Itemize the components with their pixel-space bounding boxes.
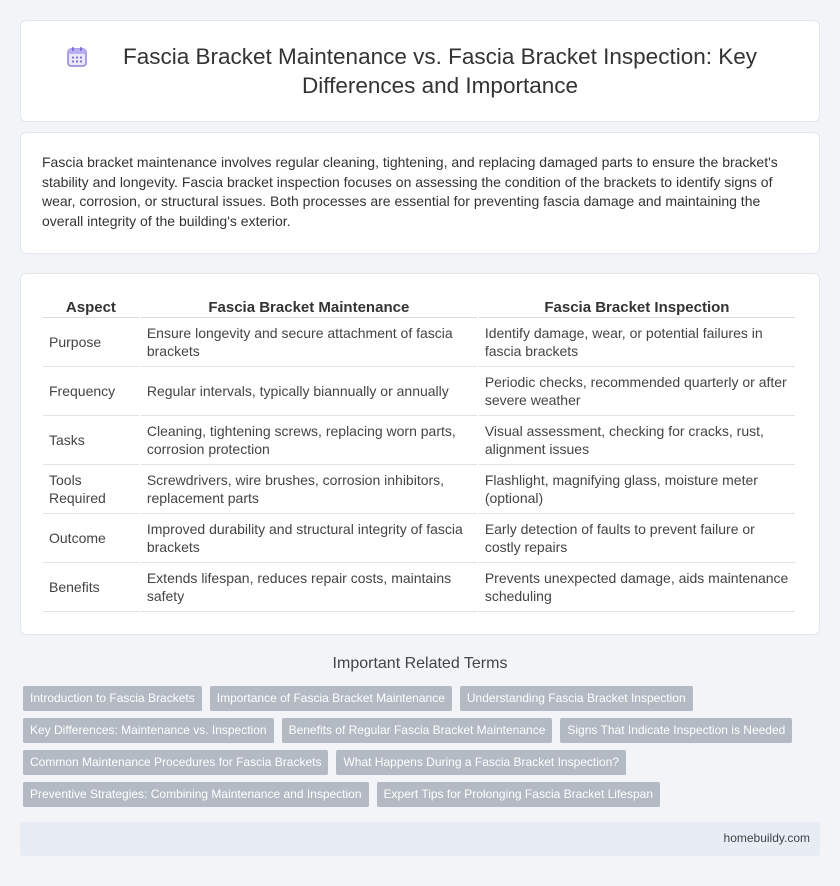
comparison-table	[41, 296, 797, 612]
related-term-tag[interactable]: Introduction to Fascia Brackets	[23, 686, 202, 711]
comparison-card	[20, 273, 820, 635]
cell-inspection: Visual assessment, checking for cracks, rust, alignment issues	[479, 416, 795, 465]
related-term-tag[interactable]: Preventive Strategies: Combining Maintenance and Inspection	[23, 782, 369, 807]
related-term-tag[interactable]: Key Differences: Maintenance vs. Inspection	[23, 718, 274, 743]
related-term-tag[interactable]: Understanding Fascia Bracket Inspection	[460, 686, 693, 711]
table-row	[43, 416, 795, 465]
cell-aspect: Purpose	[43, 318, 139, 367]
cell-aspect: Tasks	[43, 416, 139, 465]
table-row	[43, 514, 795, 563]
related-term-tag[interactable]: Expert Tips for Prolonging Fascia Bracket Lifespan	[377, 782, 660, 807]
footer	[20, 822, 820, 856]
table-header-row	[43, 296, 795, 318]
cell-inspection: Prevents unexpected damage, aids maintenance scheduling	[479, 563, 795, 612]
cell-inspection: Flashlight, magnifying glass, moisture meter (optional)	[479, 465, 795, 514]
cell-aspect: Frequency	[43, 367, 139, 416]
related-terms-list	[23, 686, 813, 807]
title-card	[20, 20, 820, 122]
cell-maintenance: Improved durability and structural integrity of fascia brackets	[141, 514, 477, 563]
cell-inspection: Periodic checks, recommended quarterly or after severe weather	[479, 367, 795, 416]
cell-inspection: Early detection of faults to prevent failure or costly repairs	[479, 514, 795, 563]
cell-maintenance: Regular intervals, typically biannually or annually	[141, 367, 477, 416]
table-row	[43, 563, 795, 612]
related-term-tag[interactable]: Importance of Fascia Bracket Maintenance	[210, 686, 452, 711]
related-term-tag[interactable]: Common Maintenance Procedures for Fascia Brackets	[23, 750, 328, 775]
table-row	[43, 318, 795, 367]
table-row	[43, 465, 795, 514]
related-terms-heading: Important Related Terms	[332, 655, 508, 672]
header-aspect: Aspect	[43, 296, 139, 318]
related-term-tag[interactable]: Signs That Indicate Inspection is Needed	[560, 718, 792, 743]
cell-maintenance: Extends lifespan, reduces repair costs, maintains safety	[141, 563, 477, 612]
cell-aspect: Tools Required	[43, 465, 139, 514]
intro-card	[20, 132, 820, 254]
cell-maintenance: Cleaning, tightening screws, replacing worn parts, corrosion protection	[141, 416, 477, 465]
cell-maintenance: Screwdrivers, wire brushes, corrosion inhibitors, replacement parts	[141, 465, 477, 514]
intro-paragraph: Fascia bracket maintenance involves regular cleaning, tightening, and replacing damaged parts to ensure the bracket's stability and longevity. Fascia bracket inspection focuses on assessing the condition of the brackets to identify signs of wear, corrosion, or structural issues. Both processes are essential for preventing fascia damage and maintaining the overall integrity of the building's exterior.	[42, 154, 778, 229]
header-maintenance: Fascia Bracket Maintenance	[141, 296, 477, 318]
table-row	[43, 367, 795, 416]
related-term-tag[interactable]: Benefits of Regular Fascia Bracket Maintenance	[282, 718, 553, 743]
related-term-tag[interactable]: What Happens During a Fascia Bracket Inspection?	[336, 750, 625, 775]
cell-aspect: Outcome	[43, 514, 139, 563]
page-title: Fascia Bracket Maintenance vs. Fascia Bracket Inspection: Key Differences and Importance	[122, 44, 758, 98]
footer-site-link[interactable]: homebuildy.com	[723, 831, 810, 845]
cell-aspect: Benefits	[43, 563, 139, 612]
cell-inspection: Identify damage, wear, or potential failures in fascia brackets	[479, 318, 795, 367]
header-inspection: Fascia Bracket Inspection	[479, 296, 795, 318]
cell-maintenance: Ensure longevity and secure attachment of fascia brackets	[141, 318, 477, 367]
